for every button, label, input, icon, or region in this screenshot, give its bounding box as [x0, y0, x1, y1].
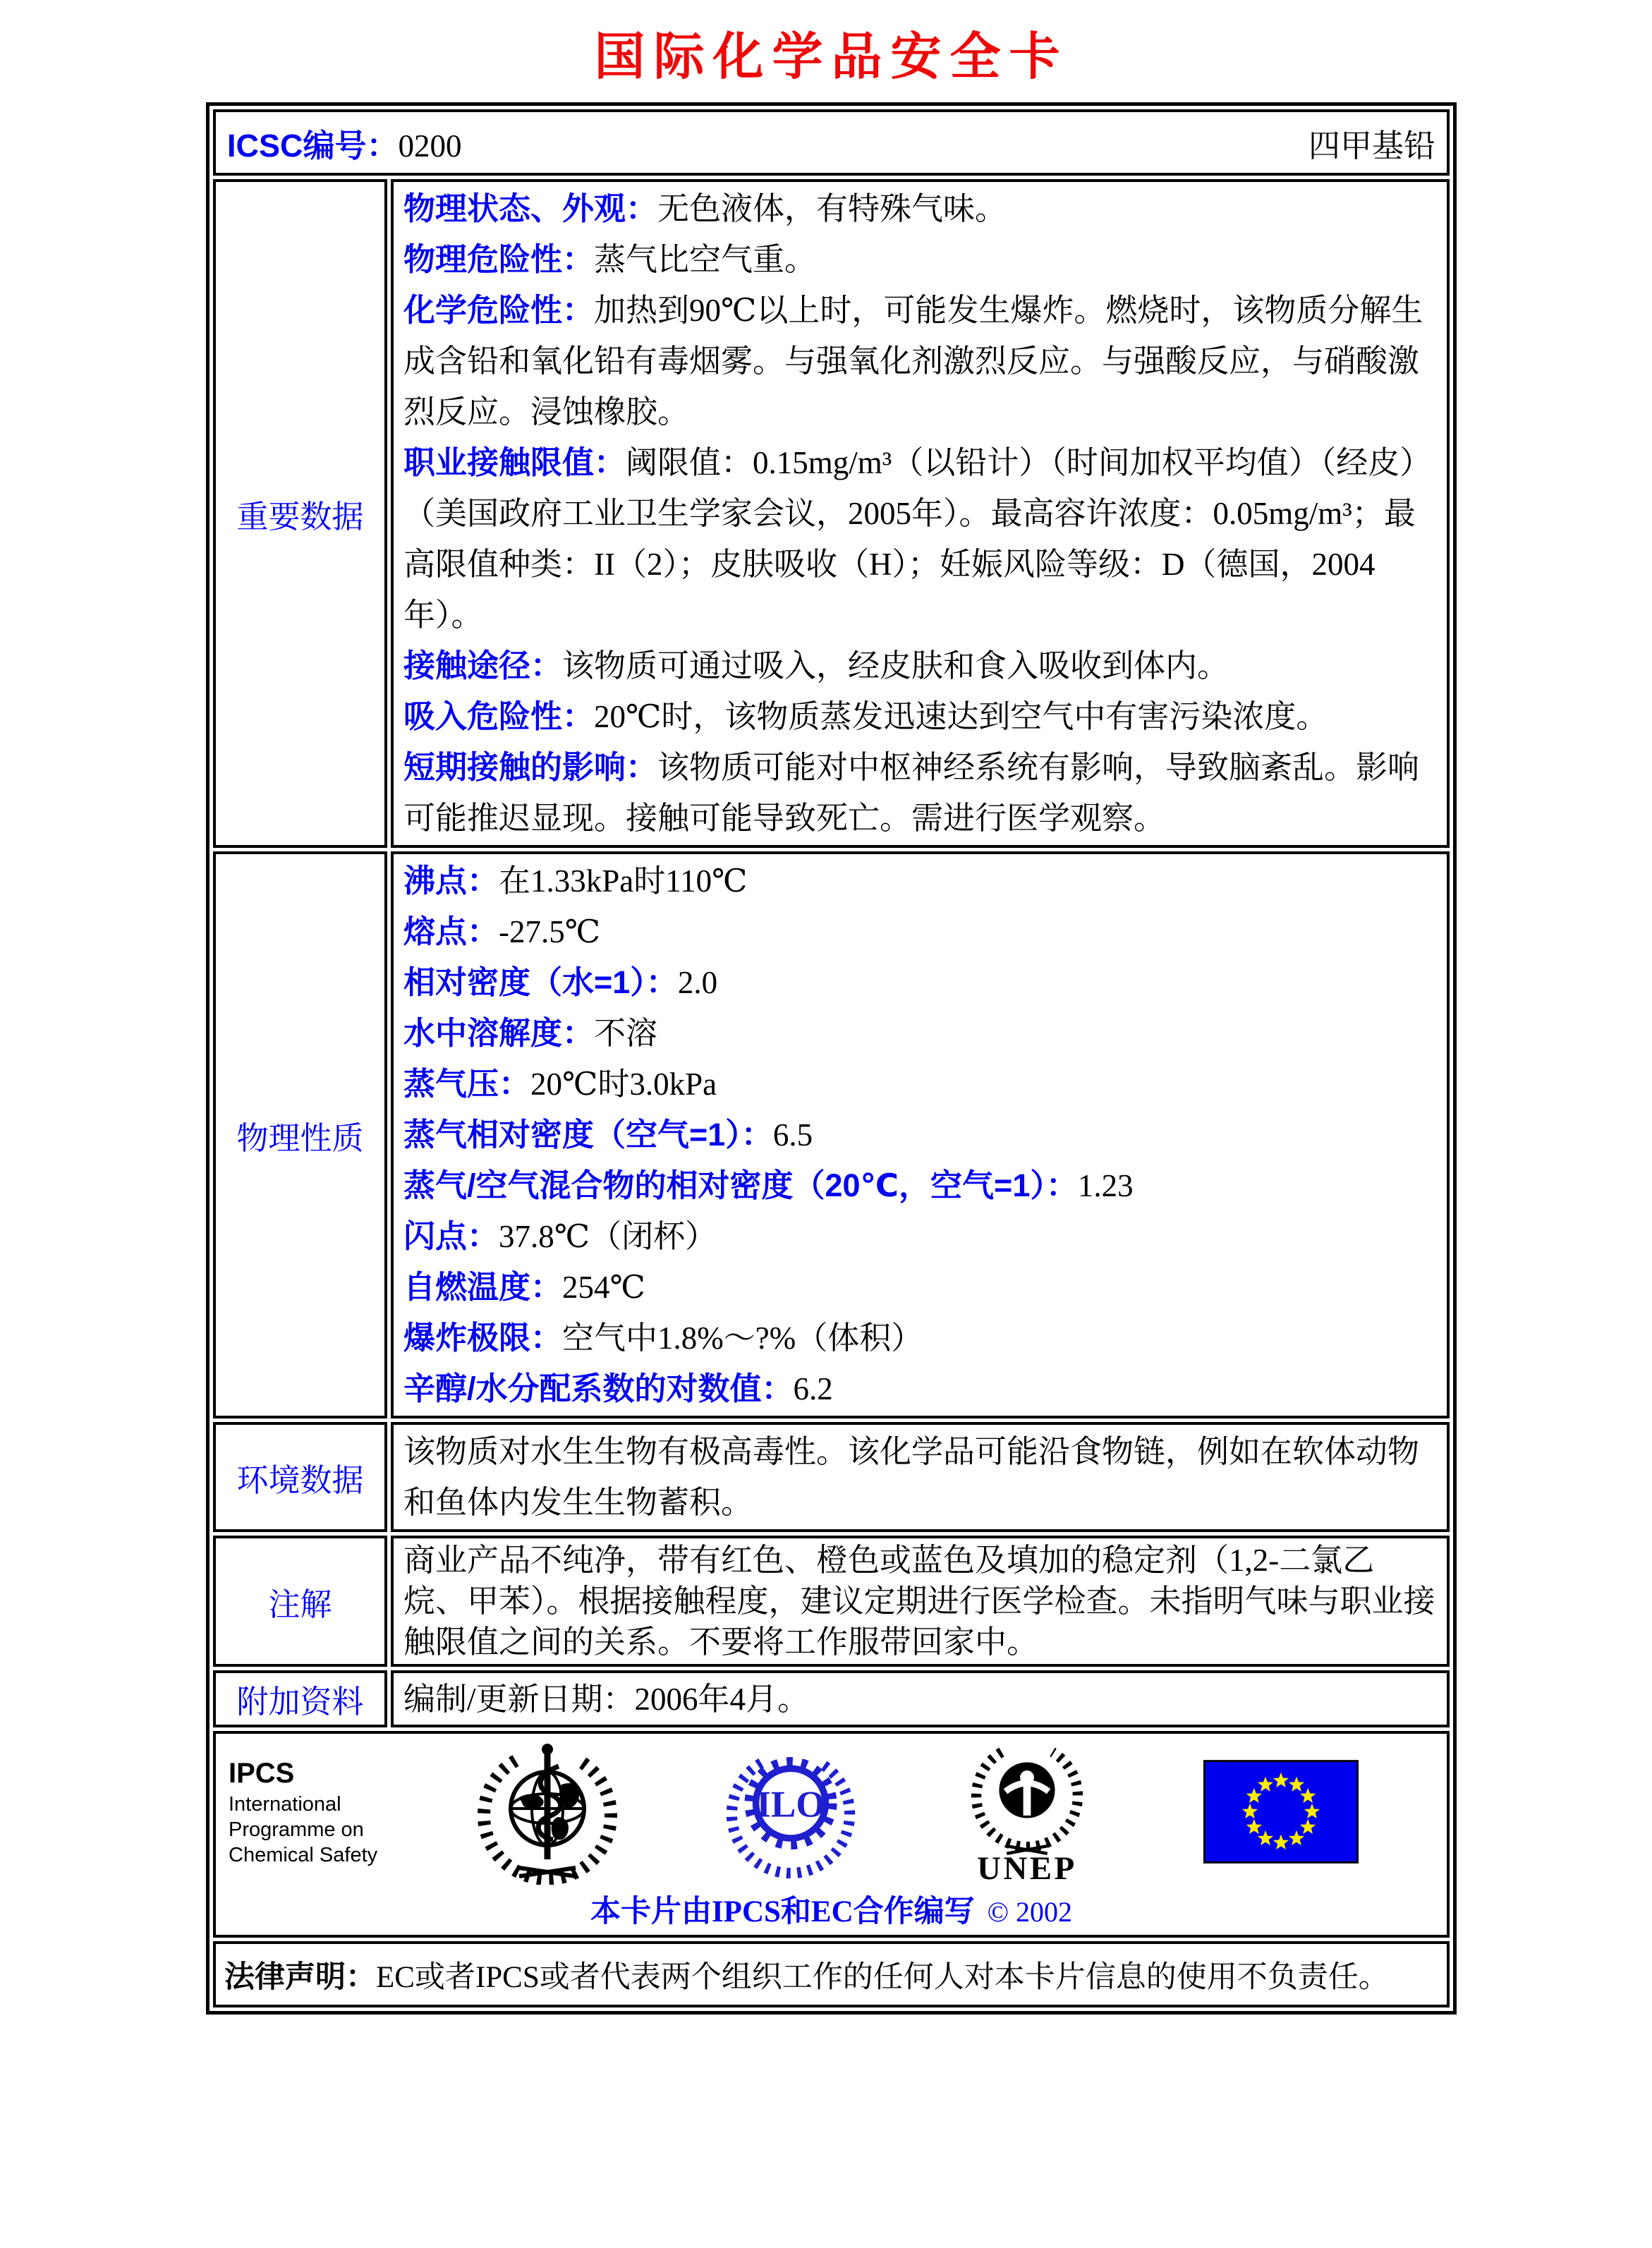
important-data-item: [403, 742, 1437, 844]
property-value: 20℃时3.0kPa: [530, 1067, 717, 1102]
item-text: 加热到90℃以上时，可能发生爆炸。燃烧时，该物质分解生成含铅和氧化铅有毒烟雾。与强氧化剂激烈反应。与强酸反应，与硝酸激烈反应。浸蚀橡胶。: [403, 293, 1423, 430]
property-value: 空气中1.8%～?%（体积）: [562, 1320, 923, 1356]
property-value: 6.5: [772, 1117, 813, 1153]
additional-info-text: 编制/更新日期：2006年4月。: [403, 1681, 810, 1717]
item-text: 该物质可通过吸入，经皮肤和食入吸收到体内。: [562, 648, 1229, 683]
notes-text: 商业产品不纯净，带有红色、橙色或蓝色及填加的稳定剂（1,2-二氯乙烷、甲苯）。根据接触程度，建议定期进行医学检查。未指明气味与职业接触限值之间的关系。不要将工作服带回家中。: [403, 1543, 1435, 1660]
section-label-physical-properties: 物理性质: [213, 851, 387, 1418]
environmental-data-row: [213, 1422, 1450, 1532]
physical-property: [403, 1262, 1437, 1313]
ipcs-line1: International: [229, 1793, 341, 1816]
cooperation-caption: [229, 1888, 1434, 1931]
caption-text: 本卡片由IPCS和EC合作编写: [590, 1895, 975, 1928]
physical-property: [403, 957, 1437, 1008]
important-data-item: [403, 640, 1437, 691]
property-label: 蒸气相对密度（空气=1）：: [403, 1117, 773, 1153]
property-label: 水中溶解度：: [403, 1015, 595, 1051]
important-data-item: [403, 691, 1437, 742]
physical-properties-row: [213, 851, 1450, 1418]
unep-logo-icon: [964, 1739, 1091, 1884]
physical-property: [403, 1110, 1437, 1160]
physical-properties-content: [391, 851, 1450, 1418]
property-label: 沸点：: [403, 863, 499, 899]
ipcs-line3: Chemical Safety: [229, 1844, 378, 1866]
item-label: 短期接触的影响：: [403, 749, 658, 785]
section-label-environmental-data: 环境数据: [213, 1422, 387, 1532]
page-title: 国际化学品安全卡: [594, 29, 1069, 85]
important-data-item: [403, 234, 1437, 285]
physical-property: [403, 1313, 1437, 1363]
property-value: 2.0: [677, 965, 718, 1000]
notes-content: [391, 1536, 1450, 1667]
who-logo-icon: [477, 1738, 618, 1885]
item-label: 化学危险性：: [403, 292, 595, 328]
physical-property: [403, 1211, 1437, 1262]
physical-property: [403, 1160, 1437, 1211]
item-label: 接触途径：: [403, 648, 563, 683]
ipcs-acronym: IPCS: [229, 1758, 295, 1789]
property-value: 37.8℃（闭杯）: [499, 1219, 717, 1254]
important-data-row: [213, 179, 1450, 848]
physical-property: [403, 1008, 1437, 1059]
property-label: 蒸气压：: [403, 1066, 531, 1102]
icsc-number-value: 0200: [398, 128, 462, 164]
logos-row: [213, 1731, 1450, 1938]
section-label-additional-info: 附加资料: [213, 1670, 387, 1727]
ipcs-line2: Programme on: [229, 1818, 364, 1841]
important-data-content: [391, 179, 1450, 848]
important-data-item: [403, 437, 1437, 640]
property-label: 相对密度（水=1）：: [403, 964, 678, 1000]
icsc-header-cell: [213, 109, 1450, 176]
item-label: 吸入危险性：: [403, 698, 595, 734]
icsc-number-label: ICSC编号：: [227, 127, 399, 164]
environmental-data-text: 该物质对水生生物有极高毒性。该化学品可能沿食物链，例如在软体动物和鱼体内发生生物蓄积。: [403, 1434, 1420, 1520]
important-data-item: [403, 285, 1437, 437]
item-text: 20℃时，该物质蒸发迅速达到空气中有害污染浓度。: [594, 699, 1328, 734]
eu-flag-icon: [1203, 1760, 1359, 1864]
physical-property: [403, 906, 1437, 957]
legal-text: EC或者IPCS或者代表两个组织工作的任何人对本卡片信息的使用不负责任。: [376, 1960, 1389, 1994]
legal-label: 法律声明：: [224, 1960, 376, 1994]
property-value: 6.2: [793, 1371, 833, 1406]
unep-wordmark: UNEP: [977, 1849, 1077, 1884]
physical-property: [403, 1363, 1437, 1414]
physical-property: [403, 856, 1437, 906]
property-label: 自燃温度：: [403, 1269, 563, 1305]
item-text: 无色液体，有特殊气味。: [657, 191, 1007, 226]
section-label-important-data: 重要数据: [213, 179, 387, 848]
property-label: 熔点：: [403, 913, 499, 949]
environmental-data-content: [391, 1422, 1450, 1532]
ilo-wordmark: ILO: [756, 1783, 825, 1825]
icsc-number-group: [227, 120, 462, 166]
item-label: 物理危险性：: [403, 241, 595, 277]
property-label: 辛醇/水分配系数的对数值：: [403, 1371, 794, 1406]
item-text: 该物质可能对中枢神经系统有影响，导致脑紊乱。影响可能推迟显现。接触可能导致死亡。需进行医学观察。: [403, 750, 1420, 836]
ipcs-text-block: [229, 1755, 413, 1868]
additional-info-content: [391, 1670, 1450, 1727]
property-value: -27.5℃: [499, 914, 601, 949]
property-value: 254℃: [562, 1270, 645, 1305]
additional-info-row: [213, 1670, 1450, 1727]
chemical-name: 四甲基铅: [1308, 128, 1435, 164]
icsc-header-row: [213, 109, 1450, 176]
section-label-notes: 注解: [213, 1536, 387, 1667]
property-value: 1.23: [1077, 1168, 1134, 1203]
item-text: 蒸气比空气重。: [594, 242, 817, 277]
physical-property: [403, 1059, 1437, 1110]
item-label: 职业接触限值：: [403, 444, 626, 480]
icsc-table: [206, 102, 1457, 2015]
item-text: 阈限值：0.15mg/m³（以铅计）（时间加权平均值）（经皮）（美国政府工业卫生学家会议，2005年）。最高容许浓度：0.05mg/m³；最高限值种类：II（2）；皮肤吸收（H）；妊娠风险等级：D（德国，2004年）。: [403, 445, 1432, 633]
legal-row: [213, 1941, 1450, 2007]
ilo-logo-icon: [724, 1744, 858, 1878]
notes-row: [213, 1536, 1450, 1667]
item-label: 物理状态、外观：: [403, 190, 658, 226]
property-label: 闪点：: [403, 1218, 499, 1254]
property-label: 蒸气/空气混合物的相对密度（20℃，空气=1）：: [403, 1167, 1078, 1203]
property-value: 在1.33kPa时110℃: [499, 863, 748, 899]
important-data-item: [403, 183, 1437, 234]
logo-strip: [229, 1738, 1434, 1885]
copyright-text: © 2002: [987, 1896, 1073, 1928]
property-label: 爆炸极限：: [403, 1320, 563, 1356]
legal-cell: [213, 1941, 1450, 2007]
property-value: 不溶: [594, 1016, 658, 1051]
logos-cell: [213, 1731, 1450, 1938]
